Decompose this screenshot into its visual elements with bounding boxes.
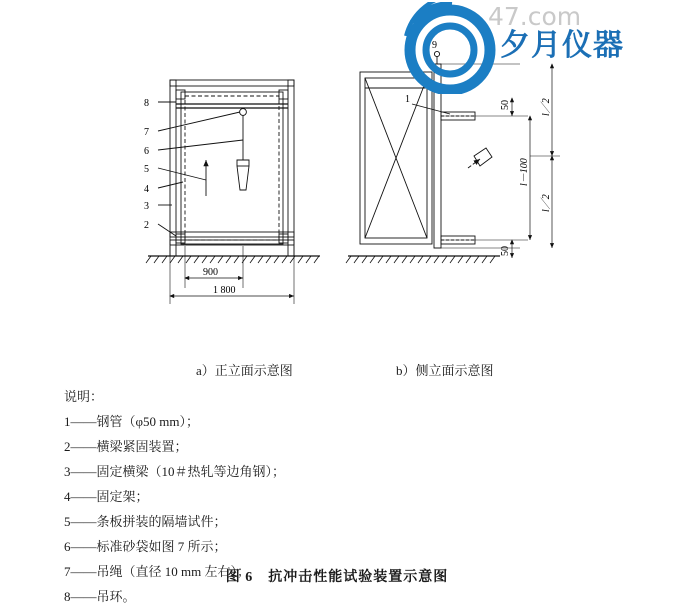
watermark-url: 47.com bbox=[488, 2, 582, 31]
caption-part-b: b）侧立面示意图 bbox=[396, 363, 494, 378]
dimension-l-half-top: l／2 bbox=[541, 98, 552, 116]
legend-item: 2——横梁紧固装置； bbox=[64, 439, 188, 454]
callout-5: 5 bbox=[144, 164, 149, 175]
dimension-50-top: 50 bbox=[500, 100, 511, 110]
callout-6: 6 bbox=[144, 146, 149, 157]
callout-8: 8 bbox=[144, 98, 149, 109]
legend-item: 8——吊环。 bbox=[64, 589, 136, 604]
legend-item: 1——钢管（φ50 mm）； bbox=[64, 414, 199, 429]
callout-1: 1 bbox=[405, 94, 410, 105]
legend-item: 4——固定架； bbox=[64, 489, 149, 504]
dimension-l-minus-100: l－100 bbox=[519, 158, 530, 186]
dimension-l-half-bottom: l／2 bbox=[541, 194, 552, 212]
legend-item: 7——吊绳（直径 10 mm 左右）； bbox=[64, 564, 250, 579]
callout-7: 7 bbox=[144, 127, 149, 138]
legend-item: 3——固定横梁（10＃热轧等边角钢）； bbox=[64, 464, 286, 479]
caption-part-a: a）正立面示意图 bbox=[196, 363, 293, 378]
callout-2: 2 bbox=[144, 220, 149, 231]
legend-item: 6——标准砂袋如图 7 所示； bbox=[64, 539, 227, 554]
callout-3: 3 bbox=[144, 201, 149, 212]
watermark-brand: 夕月仪器 bbox=[500, 28, 624, 63]
dimension-50-bottom: 50 bbox=[500, 246, 511, 256]
legend-heading: 说明： bbox=[64, 389, 104, 404]
legend-item: 5——条板拼装的隔墙试件； bbox=[64, 514, 227, 529]
dimension-900: 900 bbox=[203, 267, 218, 278]
callout-9: 9 bbox=[432, 40, 437, 51]
figure-title: 图 6 抗冲击性能试验装置示意图 bbox=[225, 570, 449, 585]
dimension-1800: 1 800 bbox=[213, 285, 236, 296]
callout-4: 4 bbox=[144, 184, 149, 195]
